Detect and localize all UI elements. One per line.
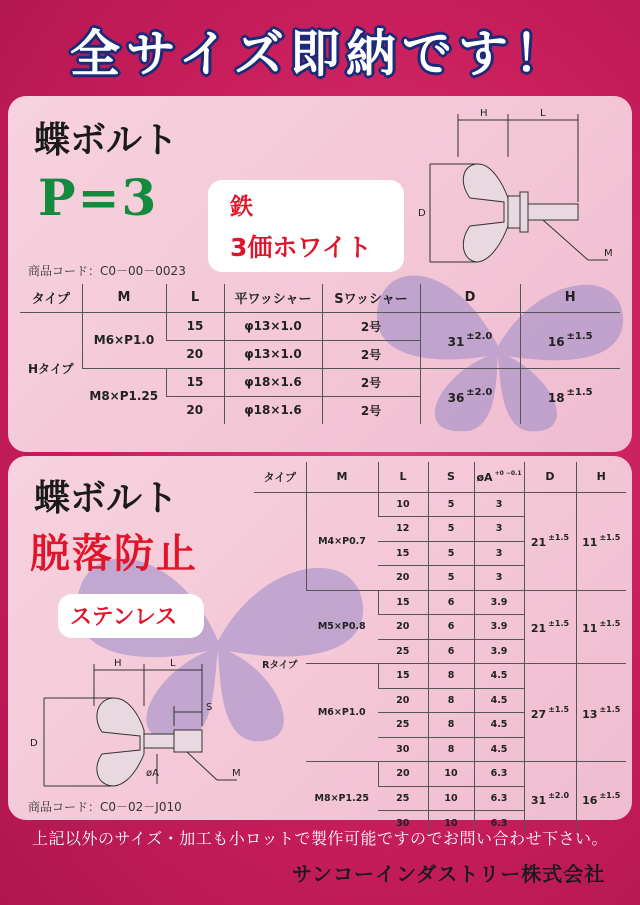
diagram-m-label: M <box>604 248 613 259</box>
s-cell: 8 <box>428 664 474 689</box>
l-cell: 20 <box>166 396 224 424</box>
col-header: 平ワッシャー <box>224 284 322 312</box>
a-cell: 3 <box>474 566 524 591</box>
col-header: M <box>82 284 166 312</box>
s-washer-cell: 2号 <box>322 340 420 368</box>
s-cell: 10 <box>428 762 474 787</box>
col-header: D <box>420 284 520 312</box>
wing-bolt-drawing <box>408 102 622 272</box>
h-cell: 18 $^{\pm 1.5}$ <box>520 368 620 424</box>
l-cell: 15 <box>166 312 224 340</box>
headline: 全サイズ即納です！ <box>70 25 570 83</box>
spec-table-p3 <box>20 284 620 424</box>
h-cell: 11 $^{\pm 1.5}$ <box>576 590 626 664</box>
diagram-s-label: S <box>206 702 213 713</box>
s-cell: 5 <box>428 566 474 591</box>
l-cell: 12 <box>378 517 428 542</box>
diagram-l-label: L <box>170 658 176 669</box>
col-header: L <box>378 462 428 492</box>
h-cell: 16 $^{\pm 1.5}$ <box>576 762 626 836</box>
a-cell: 4.5 <box>474 664 524 689</box>
diagram-l-label: L <box>540 108 546 119</box>
product-code: 商品コード：C0－00－0023 <box>28 264 186 278</box>
col-header: S <box>428 462 474 492</box>
col-header: D <box>524 462 576 492</box>
a-cell: 4.5 <box>474 737 524 762</box>
s-cell: 8 <box>428 713 474 738</box>
a-cell: 3 <box>474 517 524 542</box>
s-washer-cell: 2号 <box>322 368 420 396</box>
l-cell: 10 <box>378 492 428 517</box>
l-cell: 20 <box>378 688 428 713</box>
feature-label: 脱落防止 <box>30 530 198 577</box>
l-cell: 15 <box>378 590 428 615</box>
l-cell: 25 <box>378 639 428 664</box>
diagram-d-label: D <box>30 738 38 749</box>
s-washer-cell: 2号 <box>322 396 420 424</box>
d-cell: 21 $^{\pm 1.5}$ <box>524 492 576 590</box>
col-header: M <box>306 462 378 492</box>
l-cell: 20 <box>378 762 428 787</box>
product-code: 商品コード：C0－02－J010 <box>28 800 182 814</box>
h-cell: 16 $^{\pm 1.5}$ <box>520 312 620 368</box>
s-cell: 6 <box>428 639 474 664</box>
diagram-a-label: øA <box>146 768 159 779</box>
footer-note: 上記以外のサイズ・加工も小ロットで製作可能ですのでお問い合わせ下さい。 <box>32 829 608 848</box>
material-line-2: 3価ホワイト <box>230 233 372 262</box>
s-washer-cell: 2号 <box>322 312 420 340</box>
flat-washer-cell: φ18×1.6 <box>224 396 322 424</box>
s-cell: 5 <box>428 541 474 566</box>
l-cell: 25 <box>378 713 428 738</box>
m-cell: M6×P1.0 <box>82 312 166 368</box>
d-cell: 27 $^{\pm 1.5}$ <box>524 664 576 762</box>
type-cell: Hタイプ <box>28 361 74 376</box>
wing-bolt-dropout-panel <box>8 456 632 829</box>
col-header: L <box>166 284 224 312</box>
flat-washer-cell: φ13×1.0 <box>224 312 322 340</box>
wing-bolt-p3-panel <box>8 96 632 452</box>
s-cell: 8 <box>428 688 474 713</box>
m-cell: M4×P0.7 <box>306 492 378 590</box>
company-name: サンコーインダストリー株式会社 <box>292 862 606 886</box>
s-cell: 5 <box>428 492 474 517</box>
d-cell: 36 $^{\pm 2.0}$ <box>420 368 520 424</box>
spec-table-dropout <box>254 462 626 835</box>
s-cell: 5 <box>428 517 474 542</box>
d-cell: 31 $^{\pm 2.0}$ <box>420 312 520 368</box>
material-box <box>208 180 404 272</box>
d-cell: 31 $^{\pm 2.0}$ <box>524 762 576 836</box>
m-cell: M8×P1.25 <box>82 368 166 424</box>
l-cell: 25 <box>378 786 428 811</box>
s-cell: 6 <box>428 615 474 640</box>
a-cell: 3.9 <box>474 615 524 640</box>
s-cell: 8 <box>428 737 474 762</box>
col-header: タイプ <box>254 462 306 492</box>
h-cell: 13 $^{\pm 1.5}$ <box>576 664 626 762</box>
diagram-m-label: M <box>232 768 241 779</box>
a-cell: 6.3 <box>474 762 524 787</box>
l-cell: 15 <box>166 368 224 396</box>
l-cell: 30 <box>378 811 428 836</box>
l-cell: 20 <box>378 566 428 591</box>
wing-bolt-drawing <box>22 656 252 796</box>
diagram-d-label: D <box>418 208 426 219</box>
type-cell: Rタイプ <box>262 659 298 671</box>
col-header: H <box>520 284 620 312</box>
a-cell: 3 <box>474 541 524 566</box>
s-cell: 6 <box>428 590 474 615</box>
section1-title: 蝶ボルト <box>34 119 179 161</box>
a-cell: 3 <box>474 492 524 517</box>
s-cell: 10 <box>428 786 474 811</box>
m-cell: M5×P0.8 <box>306 590 378 664</box>
pitch-label: P=3 <box>38 168 159 227</box>
material-box <box>58 594 204 638</box>
a-cell: 3.9 <box>474 639 524 664</box>
section2-title: 蝶ボルト <box>34 477 179 519</box>
a-cell: 4.5 <box>474 688 524 713</box>
a-cell: 3.9 <box>474 590 524 615</box>
m-cell: M6×P1.0 <box>306 664 378 762</box>
l-cell: 15 <box>378 541 428 566</box>
col-header: øA $^{+0 -0.1}$ <box>474 462 524 492</box>
a-cell: 4.5 <box>474 713 524 738</box>
col-header: タイプ <box>20 284 82 312</box>
d-cell: 21 $^{\pm 1.5}$ <box>524 590 576 664</box>
l-cell: 15 <box>378 664 428 689</box>
flat-washer-cell: φ13×1.0 <box>224 340 322 368</box>
l-cell: 20 <box>378 615 428 640</box>
s-cell: 10 <box>428 811 474 836</box>
l-cell: 20 <box>166 340 224 368</box>
h-cell: 11 $^{\pm 1.5}$ <box>576 492 626 590</box>
m-cell: M8×P1.25 <box>306 762 378 836</box>
a-cell: 6.3 <box>474 786 524 811</box>
col-header: H <box>576 462 626 492</box>
diagram-h-label: H <box>114 658 122 669</box>
col-header: Sワッシャー <box>322 284 420 312</box>
material-line-1: 鉄 <box>230 194 253 220</box>
material-line: ステンレス <box>70 605 178 630</box>
a-cell: 6.3 <box>474 811 524 836</box>
flat-washer-cell: φ18×1.6 <box>224 368 322 396</box>
l-cell: 30 <box>378 737 428 762</box>
diagram-h-label: H <box>480 108 488 119</box>
